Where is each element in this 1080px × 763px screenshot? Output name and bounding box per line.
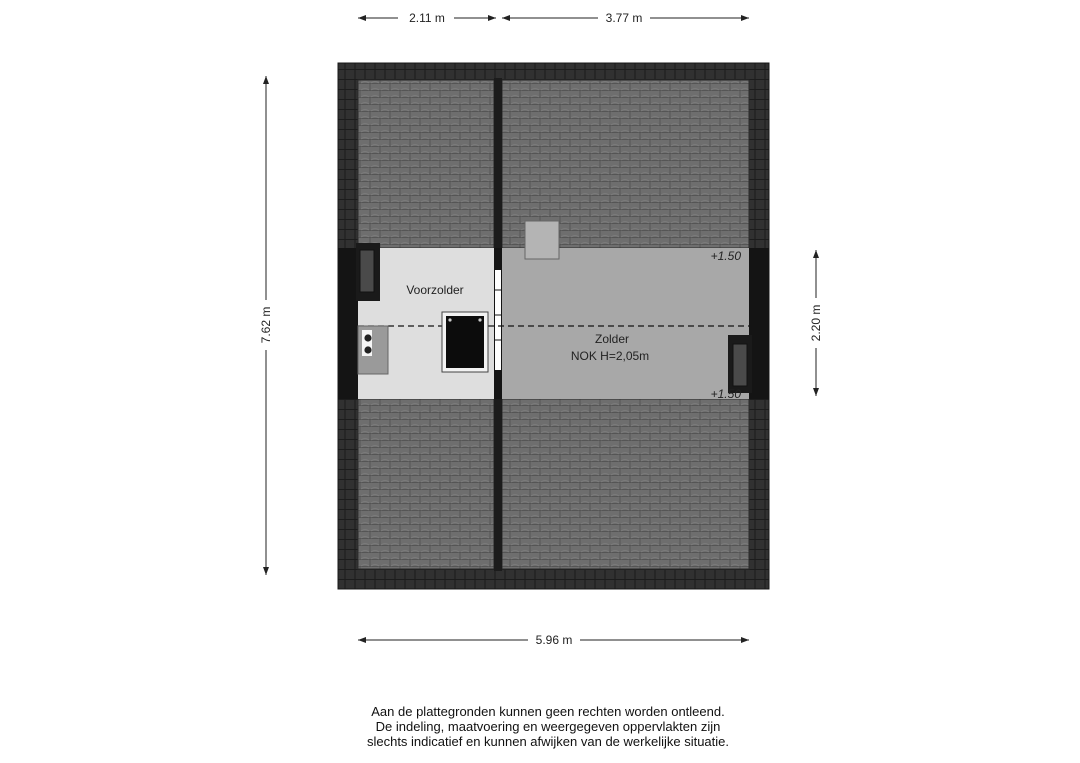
dimension-right-label: 2.20 m: [809, 304, 823, 342]
dimension-left-label: 7.62 m: [259, 306, 273, 344]
chimney: [525, 221, 559, 259]
wall-left: [338, 248, 358, 399]
attic-hatch: [442, 312, 488, 372]
dimension-top-right-label: 3.77 m: [605, 11, 643, 25]
roof-plane-bottom-right: [502, 399, 749, 569]
roof-plane-bottom-left: [358, 399, 494, 569]
disclaimer-line: Aan de plattegronden kunnen geen rechten worden ontleend.: [371, 704, 725, 719]
dimension-right: [809, 250, 823, 396]
room-label-zolder: Zolder: [594, 332, 630, 346]
disclaimer-line: slechts indicatief en kunnen afwijken van de werkelijke situatie.: [366, 734, 730, 749]
dimension-bottom: [358, 633, 749, 647]
zolder-floor: [502, 248, 749, 399]
elevation-bottom: +1.50: [710, 387, 741, 401]
room-label-zolder-nok: NOK H=2,05m: [570, 349, 650, 363]
boiler-unit: [358, 326, 388, 374]
dividing-wall-top: [494, 78, 502, 248]
disclaimer: [300, 704, 796, 749]
room-label-voorzolder: Voorzolder: [406, 283, 464, 297]
dimension-top-left: [358, 11, 496, 25]
dimension-bottom-label: 5.96 m: [535, 633, 573, 647]
dimension-top-right: [502, 11, 749, 25]
dimension-top-left-label: 2.11 m: [409, 11, 445, 25]
roof-window-left: [356, 243, 380, 301]
dimension-left: [259, 76, 273, 575]
roof-plane-top-left: [358, 80, 494, 248]
dividing-wall-bottom: [494, 399, 502, 571]
roof-window-right: [728, 335, 752, 393]
disclaimer-line: De indeling, maatvoering en weergegeven oppervlakten zijn: [375, 719, 721, 734]
elevation-top: +1.50: [710, 249, 741, 263]
